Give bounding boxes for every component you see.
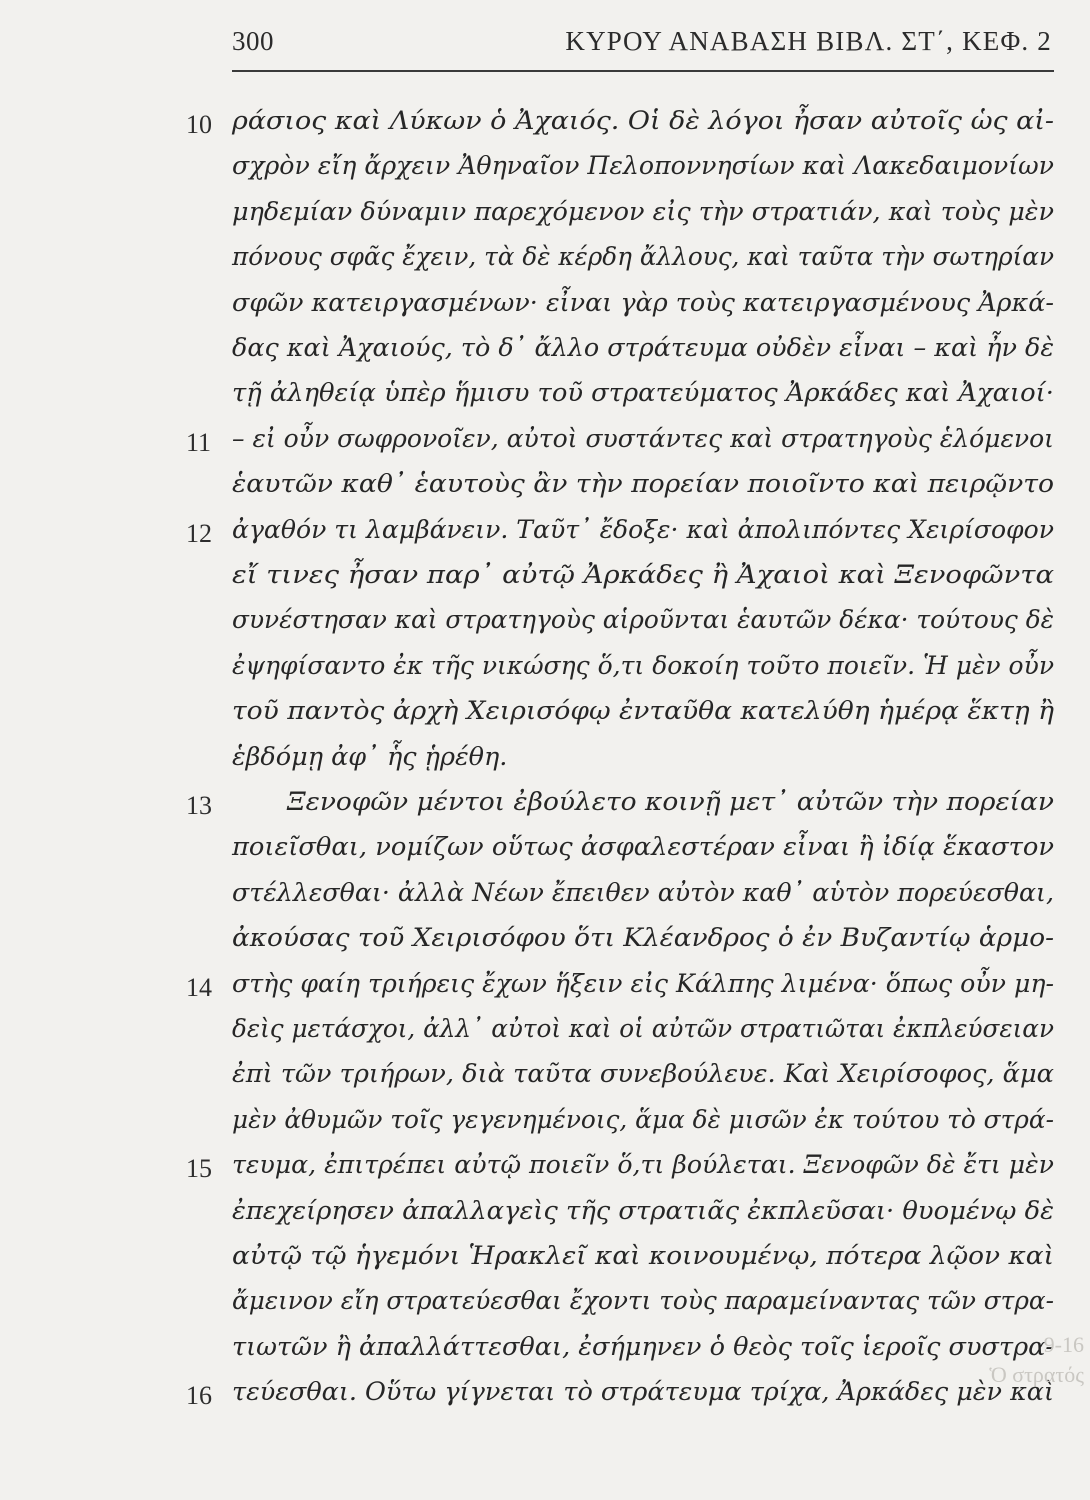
text-line	[0, 1286, 1090, 1326]
text-line	[0, 333, 1090, 373]
text-line	[0, 1105, 1090, 1145]
line-text: τιωτῶν ἢ ἀπαλλάττεσθαι, ἐσήμηνεν ὁ θεὸς τοῖς ἱεροῖς συστρα-	[232, 1331, 1055, 1362]
line-text: πόνους σφᾶς ἔχειν, τὰ δὲ κέρδη ἄλλους, καὶ ταῦτα τὴν σωτηρίαν	[232, 242, 1054, 273]
line-text: τοῦ παντὸς ἀρχὴ Χειρισόφῳ ἐνταῦθα κατελύθη ἡμέρᾳ ἕκτῃ ἢ	[232, 696, 1055, 727]
line-text: ἑαυτῶν καθ᾽ ἑαυτοὺς ἂν τὴν πορείαν ποιοῖντο καὶ πειρῷντο	[232, 469, 1054, 500]
line-text: ἄμεινον εἴη στρατεύεσθαι ἔχοντι τοὺς παραμείναντας τῶν στρα-	[232, 1286, 1055, 1317]
text-line	[0, 424, 1090, 464]
text-line	[0, 1059, 1090, 1099]
text-line	[0, 878, 1090, 918]
text-line	[0, 197, 1090, 237]
line-text: αὐτῷ τῷ ἡγεμόνι Ἡρακλεῖ καὶ κοινουμένῳ, πότερα λῷον καὶ	[232, 1241, 1054, 1271]
line-text: ποιεῖσθαι, νομίζων οὕτως ἀσφαλεστέραν εἶναι ἢ ἰδίᾳ ἕκαστον	[232, 832, 1054, 863]
section-number: 15	[186, 1154, 212, 1184]
line-text: στέλλεσθαι· ἀλλὰ Νέων ἔπειθεν αὐτὸν καθ᾽ αὑτὸν πορεύεσθαι,	[232, 877, 1055, 908]
bleed-through-text	[989, 1330, 1084, 1390]
text-line	[0, 1377, 1090, 1417]
text-line	[0, 242, 1090, 282]
text-line	[0, 969, 1090, 1009]
text-line	[0, 742, 1090, 782]
line-text: σφῶν κατειργασμένων· εἶναι γὰρ τοὺς κατειργασμένους Ἀρκά-	[232, 287, 1055, 318]
section-number: 13	[186, 791, 212, 820]
section-number: 11	[186, 427, 212, 457]
line-text: τεύεσθαι. Οὕτω γίγνεται τὸ στράτευμα τρίχα, Ἀρκάδες μὲν καὶ	[232, 1377, 1054, 1408]
text-line	[0, 106, 1090, 146]
text-line	[0, 469, 1090, 509]
text-line	[0, 1150, 1090, 1190]
page-number: 300	[232, 26, 274, 56]
header-rule	[232, 70, 1054, 72]
text-line	[0, 378, 1090, 418]
line-text: ἀγαθόν τι λαμβάνειν. Ταῦτ᾽ ἔδοξε· καὶ ἀπολιπόντες Χειρίσοφον	[232, 514, 1054, 545]
bleed-through-line: 9-16	[1043, 1332, 1084, 1357]
text-line	[0, 1014, 1090, 1054]
section-number: 16	[186, 1381, 212, 1411]
line-text: δεὶς μετάσχοι, ἀλλ᾽ αὐτοὶ καὶ οἱ αὐτῶν στρατιῶται ἐκπλεύσειαν	[232, 1014, 1054, 1044]
line-text: ἐπεχείρησεν ἀπαλλαγεὶς τῆς στρατιᾶς ἐκπλεῦσαι· θυομένῳ δὲ	[232, 1195, 1055, 1226]
section-number: 12	[186, 518, 212, 548]
line-text: Ξενοφῶν μέντοι ἐβούλετο κοινῇ μετ᾽ αὐτῶν τὴν πορείαν	[287, 787, 1055, 817]
line-text: εἴ τινες ἦσαν παρ᾽ αὐτῷ Ἀρκάδες ἢ Ἀχαιοὶ καὶ Ξενοφῶντα	[232, 560, 1055, 590]
line-text: σχρὸν εἴη ἄρχειν Ἀθηναῖον Πελοποννησίων καὶ Λακεδαιμονίων	[232, 151, 1055, 182]
line-text: – εἰ οὖν σωφρονοῖεν, αὐτοὶ συστάντες καὶ στρατηγοὺς ἑλόμενοι	[232, 423, 1054, 454]
running-head: ΚΥΡΟΥ ΑΝΑΒΑΣΗ ΒΙΒΛ. ΣΤ΄, ΚΕΦ. 2	[565, 26, 1052, 56]
line-text: στὴς φαίη τριήρεις ἔχων ἥξειν εἰς Κάλπης λιμένα· ὅπως οὖν μη-	[232, 968, 1054, 999]
bleed-through-line: Ὁ στρατός	[989, 1362, 1084, 1387]
text-line	[0, 288, 1090, 328]
line-text: τῇ ἀληθείᾳ ὑπὲρ ἥμισυ τοῦ στρατεύματος Ἀρκάδες καὶ Ἀχαιοί·	[232, 378, 1054, 409]
text-line	[0, 151, 1090, 191]
text-line	[0, 560, 1090, 600]
line-text: ράσιος καὶ Λύκων ὁ Ἀχαιός. Οἱ δὲ λόγοι ἦσαν αὐτοῖς ὡς αἰ-	[232, 106, 1055, 136]
line-text: ἑβδόμῃ ἀφ᾽ ἧς ᾑρέθη.	[232, 741, 508, 772]
section-number: 14	[186, 972, 212, 1002]
text-line	[0, 787, 1090, 827]
line-text: ἐπὶ τῶν τριήρων, διὰ ταῦτα συνεβούλευε. Καὶ Χειρίσοφος, ἅμα	[232, 1059, 1054, 1090]
line-text: μηδεμίαν δύναμιν παρεχόμενον εἰς τὴν στρατιάν, καὶ τοὺς μὲν	[232, 196, 1055, 227]
line-text: ἐψηφίσαντο ἐκ τῆς νικώσης ὅ,τι δοκοίη τοῦτο ποιεῖν. Ἡ μὲν οὖν	[232, 650, 1055, 681]
line-text: συνέστησαν καὶ στρατηγοὺς αἱροῦνται ἑαυτῶν δέκα· τούτους δὲ	[232, 605, 1055, 636]
section-number: 10	[186, 110, 212, 139]
text-line	[0, 515, 1090, 555]
text-line	[0, 605, 1090, 645]
line-text: μὲν ἀθυμῶν τοῖς γεγενημένοις, ἅμα δὲ μισῶν ἐκ τούτου τὸ στρά-	[232, 1104, 1054, 1135]
text-line	[0, 832, 1090, 872]
line-text: δας καὶ Ἀχαιούς, τὸ δ᾽ ἄλλο στράτευμα οὐδὲν εἶναι – καὶ ἦν δὲ	[232, 333, 1054, 363]
line-text: ἀκούσας τοῦ Χειρισόφου ὅτι Κλέανδρος ὁ ἐν Βυζαντίῳ ἁρμο-	[232, 923, 1055, 954]
text-line	[0, 1241, 1090, 1281]
text-line	[0, 1332, 1090, 1372]
text-line	[0, 696, 1090, 736]
text-line	[0, 1196, 1090, 1236]
text-line	[0, 651, 1090, 691]
text-line	[0, 923, 1090, 963]
page-header	[232, 26, 1052, 66]
line-text: τευμα, ἐπιτρέπει αὐτῷ ποιεῖν ὅ,τι βούλεται. Ξενοφῶν δὲ ἔτι μὲν	[232, 1150, 1054, 1181]
